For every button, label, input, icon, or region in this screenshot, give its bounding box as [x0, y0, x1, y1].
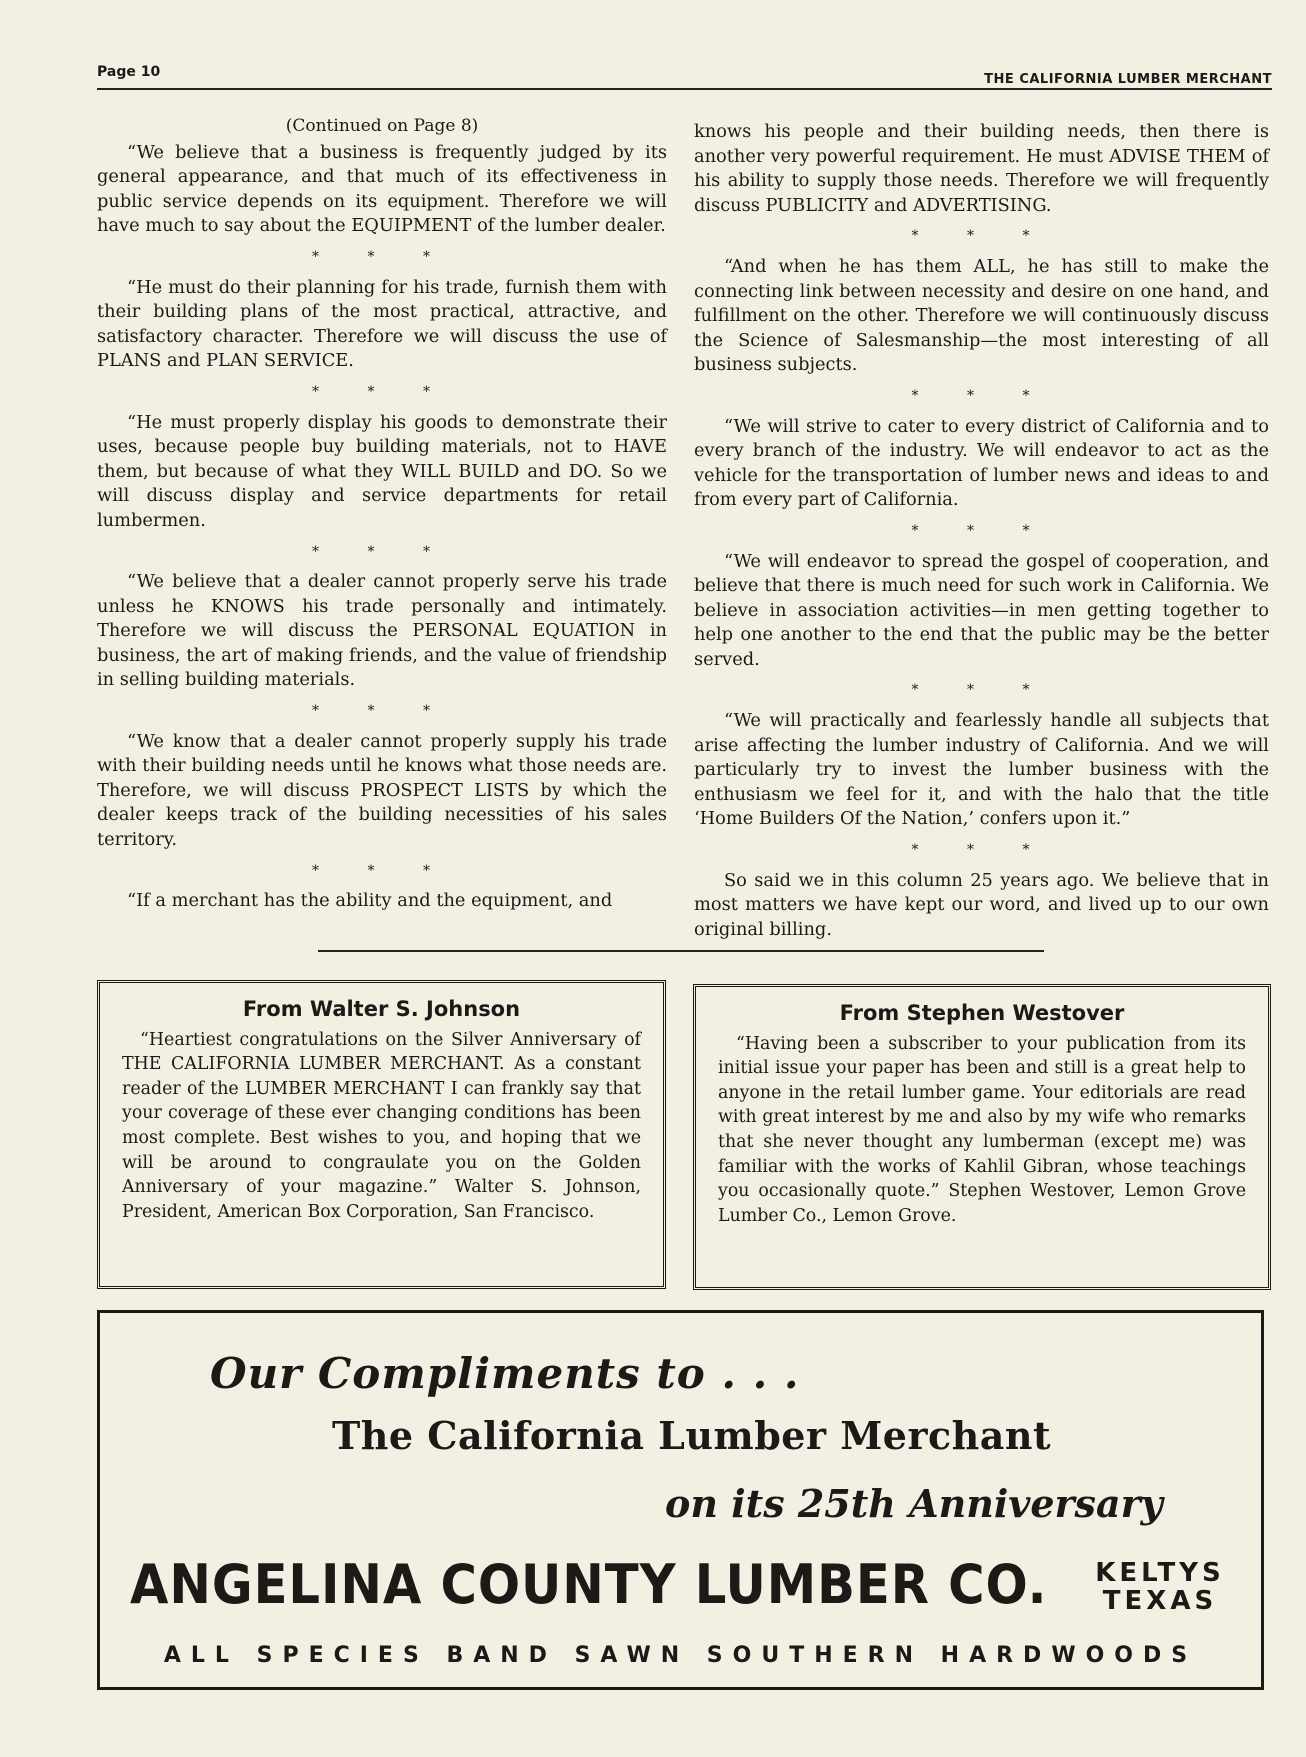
section-separator: * * *	[312, 703, 452, 720]
letter-body: “Having been a subscriber to your publication from its initial issue your paper has been and still is a great help to anyone in the retail lumber game. Your editorials are read with great interest by me and also by my wife who remarks that she never thought any lumberman (except me) was familiar with the works of Kahlil Gibran, whose teachings you occasionally quote.” Stephen Westover, Lemon Grove Lumber Co., Lemon Grove.	[718, 1033, 1246, 1226]
horizontal-divider	[318, 950, 1044, 952]
paragraph: “He must do their planning for his trade, furnish them with their building plans of the most practical, attractive, and satisfactory character. Therefore we will discuss the use of PLANS and PLAN SERVICE.	[97, 276, 667, 372]
letter-box-johnson	[97, 980, 666, 1289]
section-separator: * * *	[911, 228, 1052, 245]
advertisement	[97, 1310, 1264, 1690]
section-separator: * * *	[911, 387, 1052, 404]
page-header	[97, 60, 1272, 90]
paragraph: “And when he has them ALL, he has still to make the connecting link between necessity and desire on one hand, and fulfillment on the other. Therefore we will continuously discuss the Science of Salesmanship—the most interesting of all business subjects.	[694, 255, 1269, 376]
page-number: Page 10	[97, 64, 161, 80]
paragraph: “We will endeavor to spread the gospel of cooperation, and believe that there is much need for such work in California. We believe in association activities—in men getting together to help one another to the end that the public may be the better served.	[694, 550, 1269, 670]
ad-anniversary: on its 25th Anniversary	[665, 1481, 1163, 1526]
ad-location	[1090, 1559, 1230, 1615]
letter-box-westover	[693, 984, 1271, 1290]
section-separator: * * *	[312, 383, 452, 400]
section-separator: * * *	[312, 862, 452, 879]
paragraph: “We will strive to cater to every district of California and to every branch of the industry. We will endeavor to act as the vehicle for the transportation of lumber news and ideas to and from every part of California.	[694, 415, 1269, 511]
letter-body: “Heartiest congratulations on the Silver Anniversary of THE CALIFORNIA LUMBER MERCHANT. As a constant reader of the LUMBER MERCHANT I can frankly say that your coverage of these ever changing conditions has been most complete. Best wishes to you, and hoping that we will be around to congraulate you on the Golden Anniversary of your magazine.” Walter S. Johnson, President, American Box Corporation, San Francisco.	[122, 1029, 641, 1222]
letter-heading: From Walter S. Johnson	[242, 997, 521, 1021]
right-column	[694, 120, 1269, 942]
paragraph: So said we in this column 25 years ago. We believe that in most matters we have kept our word, and lived up to our own original billing.	[694, 869, 1269, 940]
section-separator: * * *	[911, 682, 1052, 699]
paragraph: “He must properly display his goods to demonstrate their uses, because people buy building materials, not to HAVE them, but because of what they WILL BUILD and DO. So we will discuss display and service departments for retail lumbermen.	[97, 411, 667, 531]
section-separator: * * *	[312, 248, 452, 265]
ad-tagline: ALL SPECIES BAND SAWN SOUTHERN HARDWOODS	[163, 1643, 1198, 1668]
ad-publication-name: The California Lumber Merchant	[332, 1413, 1052, 1458]
continued-note: (Continued on Page 8)	[285, 116, 479, 136]
letter-heading: From Stephen Westover	[839, 1001, 1125, 1025]
paragraph: knows his people and their building needs, then there is another very powerful requirement. He must ADVISE THEM of his ability to supply those needs. Therefore we will frequently discuss PUBLICITY and ADVERTISING.	[694, 121, 1269, 216]
paragraph: “If a merchant has the ability and the equipment, and	[127, 890, 613, 912]
ad-compliments: Our Compliments to . . .	[210, 1349, 800, 1398]
left-column	[97, 114, 667, 914]
paragraph: “We believe that a business is frequently judged by its general appearance, and that much of its effectiveness in public service depends on its equipment. Therefore we will have much to say about the EQUIPMENT of the lumber dealer.	[97, 141, 667, 237]
ad-location-city: KELTYS	[1095, 1558, 1225, 1588]
ad-company-name: ANGELINA COUNTY LUMBER CO.	[130, 1553, 1048, 1616]
section-separator: * * *	[911, 842, 1052, 859]
section-separator: * * *	[312, 543, 452, 560]
paragraph: “We will practically and fearlessly handle all subjects that arise affecting the lumber industry of California. And we will particularly try to invest the lumber business with the enthusiasm we feel for it, and with the halo that the title ‘Home Builders Of the Nation,’ confers upon it.”	[694, 710, 1269, 830]
paragraph: “We believe that a dealer cannot properly serve his trade unless he KNOWS his trade personally and intimately. Therefore we will discuss the PERSONAL EQUATION in business, the art of making friends, and the value of friendship in selling building materials.	[97, 571, 667, 691]
publication-title: THE CALIFORNIA LUMBER MERCHANT	[984, 72, 1272, 87]
paragraph: “We know that a dealer cannot properly supply his trade with their building needs until he knows what those needs are. Therefore, we will discuss PROSPECT LISTS by which the dealer keeps track of the building necessities of his sales territory.	[97, 730, 667, 851]
section-separator: * * *	[911, 522, 1052, 539]
ad-location-state: TEXAS	[1102, 1586, 1218, 1616]
